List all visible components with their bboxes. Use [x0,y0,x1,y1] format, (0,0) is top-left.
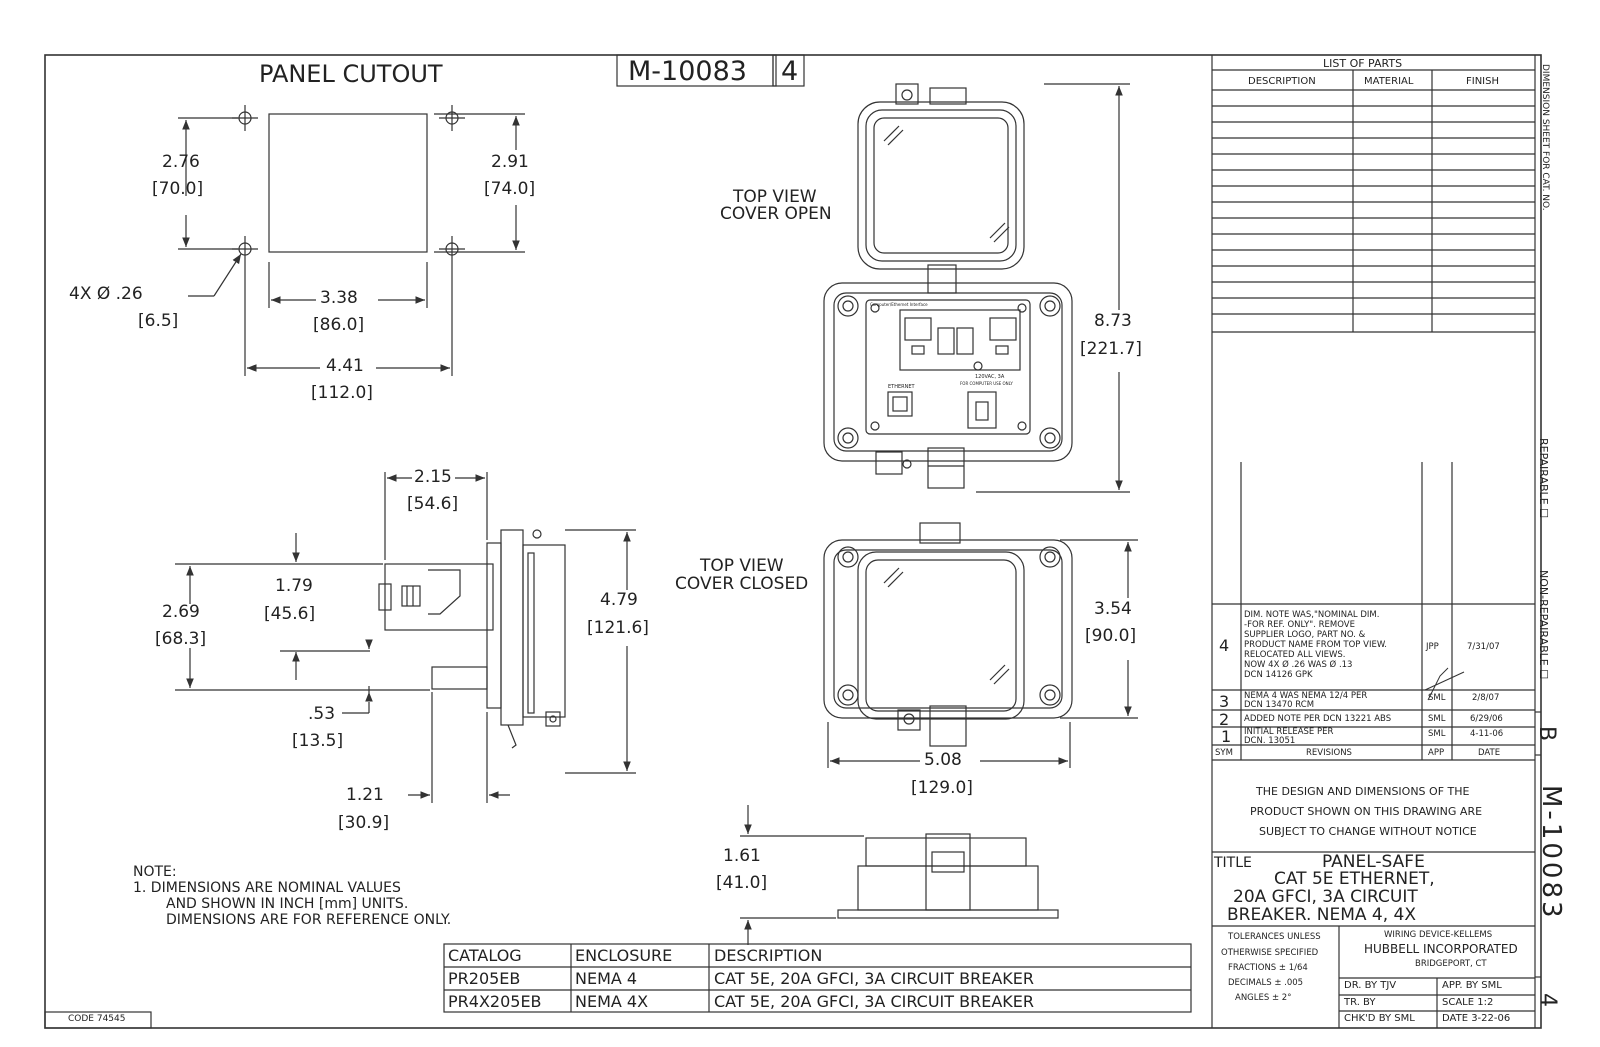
approved-by: APP. BY SML [1442,980,1502,991]
catalog-row-1-enclosure: NEMA 4 [575,969,638,988]
title-label: TITLE [1214,855,1252,871]
rev-footer-title: REVISIONS [1306,748,1352,758]
top-view-closed-label-1: TOP VIEW [700,556,784,576]
hole-callout-mm: [6.5] [138,311,179,331]
catalog-header-enclosure: ENCLOSURE [575,946,673,965]
disclaimer-line-1: THE DESIGN AND DIMENSIONS OF THE [1256,785,1470,798]
top-view-open-drawing [824,84,1130,492]
catalog-row-2-description: CAT 5E, 20A GFCI, 3A CIRCUIT BREAKER [714,992,1034,1011]
rev-4-app: JPP [1426,642,1439,652]
list-of-parts-title: LIST OF PARTS [1323,57,1403,70]
repairable-label: REPAIRABLE ☐ [1537,438,1550,518]
parts-header-material: MATERIAL [1364,76,1414,87]
dim-2-69-mm: [68.3] [155,629,207,649]
dim-8-73: 8.73 [1094,311,1132,331]
non-repairable-label: NON-REPAIRABLE ☐ [1537,570,1550,680]
dim-4-41-mm: [112.0] [311,383,373,403]
title-line-2: CAT 5E ETHERNET, [1274,869,1435,889]
dim-0-53: .53 [308,704,336,724]
dim-8-73-mm: [221.7] [1080,339,1142,359]
title-line-3: 20A GFCI, 3A CIRCUIT [1233,887,1418,907]
title-line-1: PANEL-SAFE [1322,852,1425,872]
rev-4-date: 7/31/07 [1467,642,1500,652]
dim-4-79-mm: [121.6] [587,618,649,638]
rev-4-line-2: -FOR REF. ONLY". REMOVE [1244,620,1355,630]
dim-2-15-mm: [54.6] [407,494,459,514]
rev-4-sym: 4 [1219,636,1230,655]
dim-5-08: 5.08 [924,750,962,770]
rev-4-line-1: DIM. NOTE WAS,"NOMINAL DIM. [1244,610,1380,620]
rating-label-2: FOR COMPUTER USE ONLY [960,381,1013,386]
rev-3-line-1: NEMA 4 WAS NEMA 12/4 PER [1244,691,1368,701]
note-line-2: AND SHOWN IN INCH [mm] UNITS. [166,896,409,912]
dim-2-76-mm: [70.0] [152,179,204,199]
rev-3-sym: 3 [1219,692,1230,711]
ethernet-label: ETHERNET [888,384,915,390]
tolerance-line-3: FRACTIONS ± 1/64 [1228,963,1308,973]
catalog-header-description: DESCRIPTION [714,946,823,965]
dim-4-79: 4.79 [600,590,638,610]
code-label: CODE 74545 [68,1014,126,1024]
dim-1-61-mm: [41.0] [716,873,768,893]
company-line-2: HUBBELL INCORPORATED [1364,942,1518,956]
size-label: B [1534,726,1559,742]
rev-2-line-1: ADDED NOTE PER DCN 13221 ABS [1244,714,1392,724]
tolerance-line-4: DECIMALS ± .005 [1228,978,1304,988]
parts-grid-lines [1212,106,1535,332]
rev-2-sym: 2 [1219,710,1230,729]
hole-callout: 4X Ø .26 [69,284,143,304]
rev-4-line-7: DCN 14126 GPK [1244,670,1313,680]
front-view-drawing [740,805,1058,945]
rev-3-app: SML [1428,693,1446,703]
traced-by: TR. BY [1344,997,1376,1008]
rev-1-line-2: DCN. 13051 [1244,736,1296,746]
plate-label: Computer/Ethernet Interface [870,302,928,307]
panel-cutout-title: PANEL CUTOUT [259,60,443,88]
catalog-row-1-catalog: PR205EB [448,969,521,988]
rev-4-line-6: NOW 4X Ø .26 WAS Ø .13 [1244,660,1353,670]
drawing-number: M-10083 [628,56,747,87]
side-revision: 4 [1535,993,1560,1007]
dim-2-91: 2.91 [491,152,529,172]
dimension-sheet-label: DIMENSION SHEET FOR CAT. NO. [1540,64,1550,211]
dim-2-15: 2.15 [414,467,452,487]
note-heading: NOTE: [133,864,177,880]
dim-0-53-mm: [13.5] [292,731,344,751]
dim-5-08-mm: [129.0] [911,778,973,798]
rev-3-date: 2/8/07 [1472,693,1500,703]
rev-1-date: 4-11-06 [1470,729,1504,739]
dim-1-61: 1.61 [723,846,761,866]
dim-2-91-mm: [74.0] [484,179,536,199]
drawing-revision: 4 [781,56,799,87]
rev-footer-sym: SYM [1215,748,1233,758]
rev-4-line-3: SUPPLIER LOGO, PART NO. & [1244,630,1366,640]
disclaimer-line-3: SUBJECT TO CHANGE WITHOUT NOTICE [1259,825,1477,838]
dim-3-38: 3.38 [320,288,358,308]
rev-3-line-2: DCN 13470 RCM [1244,700,1315,710]
dim-3-54-mm: [90.0] [1085,626,1137,646]
dim-1-21-mm: [30.9] [338,813,390,833]
rev-footer-app: APP [1428,748,1445,758]
scale: SCALE 1:2 [1442,997,1494,1008]
catalog-row-2-enclosure: NEMA 4X [575,992,649,1011]
drawn-by: DR. BY TJV [1344,980,1397,991]
note-line-1: 1. DIMENSIONS ARE NOMINAL VALUES [133,880,401,896]
rev-1-app: SML [1428,729,1446,739]
checked-by: CHK'D BY SML [1344,1013,1415,1024]
company-line-1: WIRING DEVICE-KELLEMS [1384,930,1493,940]
rev-footer-date: DATE [1478,748,1501,758]
rev-4-line-4: PRODUCT NAME FROM TOP VIEW. [1244,640,1387,650]
side-drawing-number: M-10083 [1536,785,1566,921]
dim-3-54: 3.54 [1094,599,1132,619]
catalog-row-2-catalog: PR4X205EB [448,992,542,1011]
tolerance-line-2: OTHERWISE SPECIFIED [1221,948,1319,958]
date: DATE 3-22-06 [1442,1013,1511,1024]
title-line-4: BREAKER. NEMA 4, 4X [1227,905,1416,925]
dim-2-69: 2.69 [162,602,200,622]
catalog-row-1-description: CAT 5E, 20A GFCI, 3A CIRCUIT BREAKER [714,969,1034,988]
rev-4-line-5: RELOCATED ALL VIEWS. [1244,650,1346,660]
tolerance-line-1: TOLERANCES UNLESS [1228,932,1321,942]
dim-2-76: 2.76 [162,152,200,172]
top-view-open-label-1: TOP VIEW [733,187,817,207]
rev-2-app: SML [1428,714,1446,724]
rev-1-sym: 1 [1221,727,1232,746]
catalog-header-catalog: CATALOG [448,946,522,965]
dim-4-41: 4.41 [326,356,364,376]
rating-label: 120VAC, 3A [975,374,1005,380]
top-view-open-label-2: COVER OPEN [720,204,832,224]
dim-1-21: 1.21 [346,785,384,805]
dim-1-79: 1.79 [275,576,313,596]
side-view-drawing [175,472,636,803]
disclaimer-line-2: PRODUCT SHOWN ON THIS DRAWING ARE [1250,805,1483,818]
tolerance-line-5: ANGLES ± 2° [1235,993,1292,1003]
note-line-3: DIMENSIONS ARE FOR REFERENCE ONLY. [166,912,452,928]
panel-cutout-drawing [178,105,525,376]
parts-header-description: DESCRIPTION [1248,76,1316,87]
rev-2-date: 6/29/06 [1470,714,1503,724]
dim-3-38-mm: [86.0] [313,315,365,335]
dim-1-79-mm: [45.6] [264,604,316,624]
parts-header-finish: FINISH [1466,76,1499,87]
company-line-3: BRIDGEPORT, CT [1415,959,1487,969]
top-view-closed-label-2: COVER CLOSED [675,574,809,594]
rev-1-line-1: INITIAL RELEASE PER [1244,727,1334,737]
